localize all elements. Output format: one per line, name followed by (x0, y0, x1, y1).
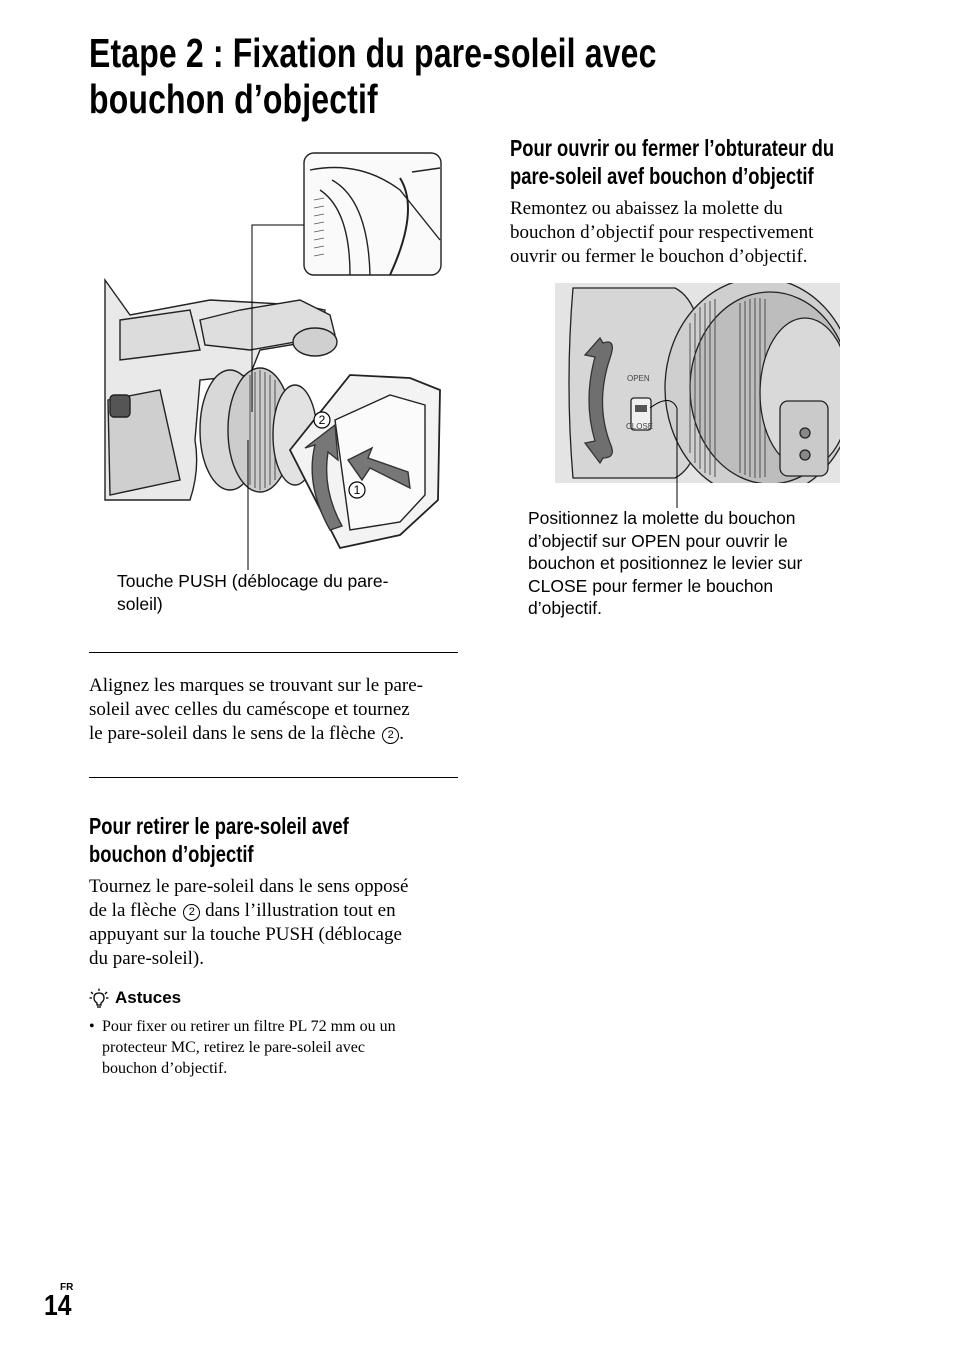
close-label: CLOSE (626, 422, 654, 431)
circled-step-2: 2 (183, 904, 200, 921)
tips-heading: Astuces (115, 988, 182, 1007)
step-1-label: 1 (353, 483, 361, 497)
title-line-2: bouchon d’objectif (89, 76, 378, 122)
camcorder-hood-drawing (100, 150, 445, 570)
circled-step-2: 2 (382, 727, 399, 744)
remove-hood-heading: Pour retirer le pare-soleil avef bouchon d’objectif (89, 813, 349, 867)
lens-cap-dial-illustration (555, 283, 845, 513)
push-button-caption: Touche PUSH (déblocage du pare- soleil) (117, 571, 389, 614)
lightbulb-icon (89, 988, 109, 1008)
remove-instructions: Tournez le pare-soleil dans le sens opposé de la flèche 2 dans l’illustration tout en appuyant sur la touche PUSH (déblocage du pare-soleil). (89, 876, 409, 969)
tips-box (89, 988, 459, 1079)
open-close-heading: Pour ouvrir ou fermer l’obturateur du pare-soleil avef bouchon d’objectif (510, 135, 835, 189)
align-instructions: Alignez les marques se trouvant sur le pare- soleil avec celles du caméscope et tournez le pare-soleil dans le sens de la flèche 2 . (89, 675, 423, 744)
page-title (89, 30, 909, 122)
language-code: FR (60, 1282, 74, 1293)
dial-caption: Positionnez la molette du bouchon d’objectif sur OPEN pour ouvrir le bouchon et positionnez le levier sur CLOSE pour fermer le bouchon d’objectif. (528, 508, 803, 618)
title-line-1: Etape 2 : Fixation du pare-soleil avec (89, 30, 657, 76)
lens-hood-attach-illustration (100, 150, 445, 570)
step-2-label: 2 (318, 413, 326, 427)
divider-line (89, 777, 458, 778)
divider-line (89, 652, 458, 653)
tip-item: • Pour fixer ou retirer un filtre PL 72 mm ou un protecteur MC, retirez le pare-soleil avec bouchon d’objectif. (89, 1018, 396, 1077)
lens-cap-dial-drawing (555, 283, 845, 513)
open-close-instructions: Remontez ou abaissez la molette du bouchon d’objectif pour respectivement ouvrir ou fermer le bouchon d’objectif. (510, 198, 814, 267)
open-label: OPEN (627, 374, 650, 383)
page-number: 14 (44, 1290, 72, 1322)
